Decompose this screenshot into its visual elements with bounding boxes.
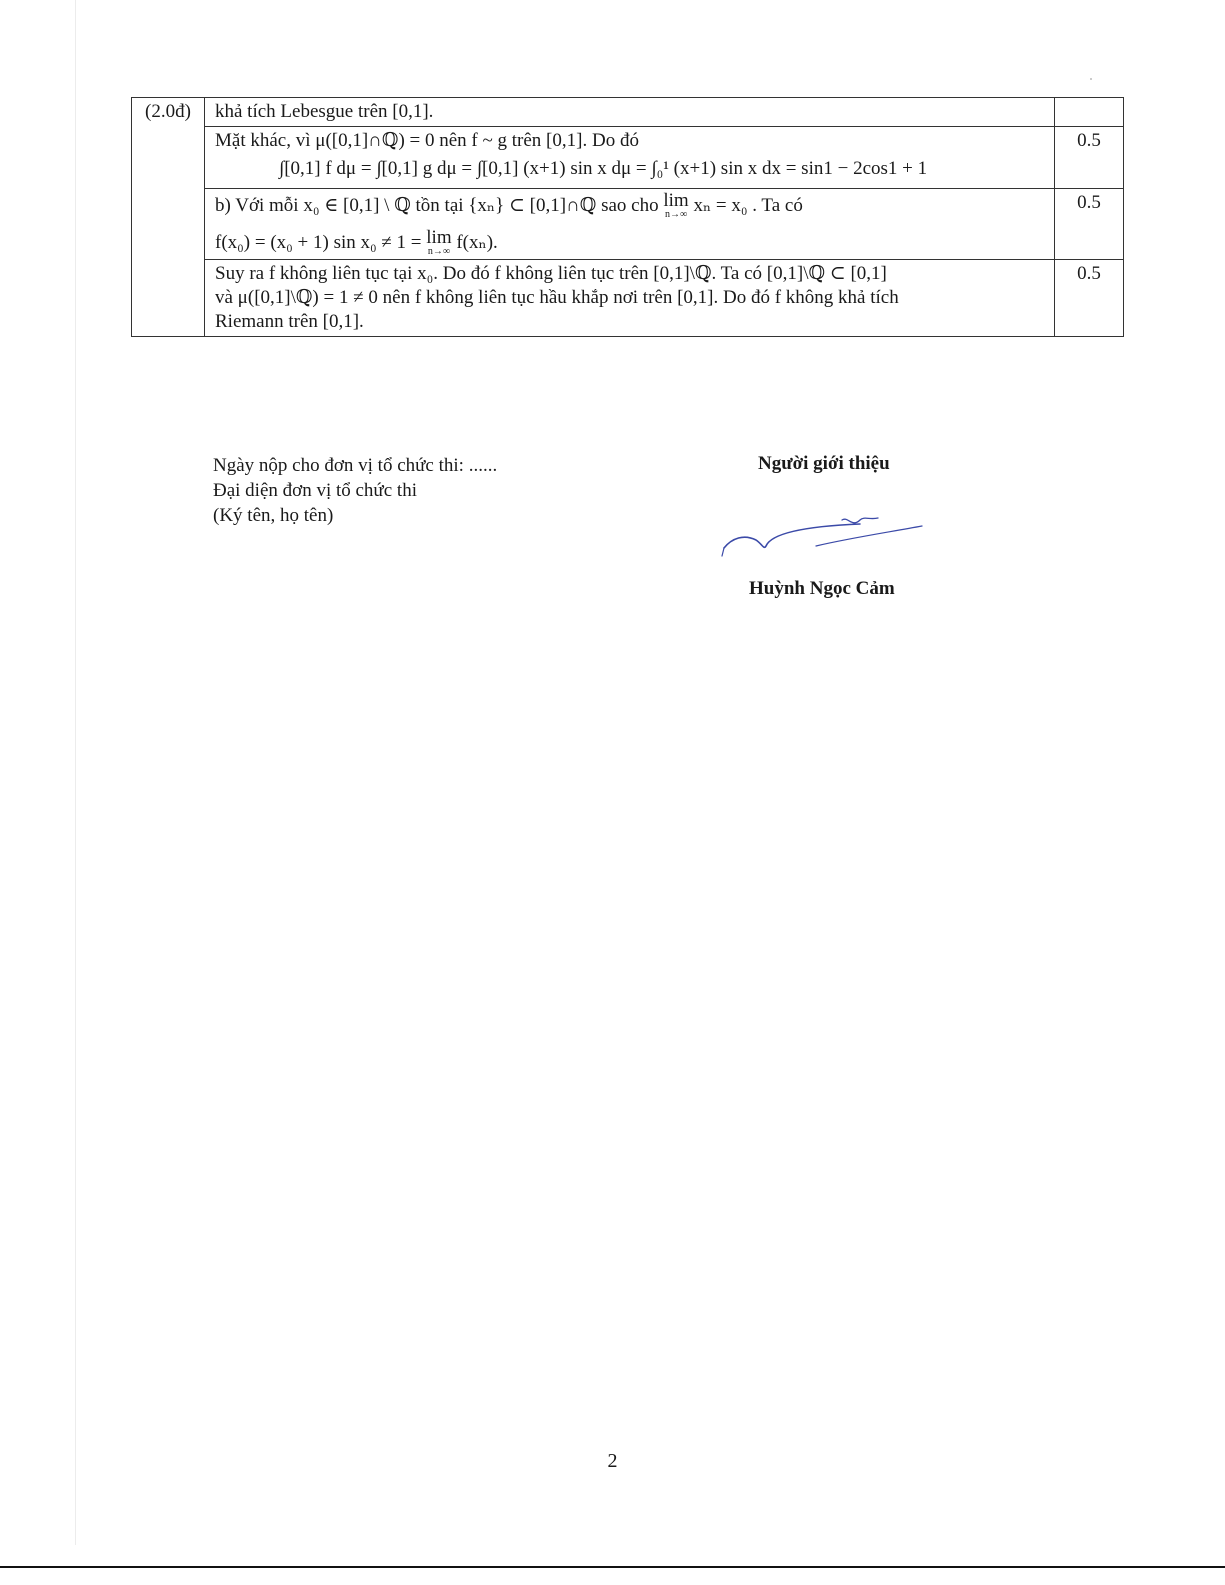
points-cell <box>1055 126 1124 189</box>
answer-text-part: f(x₀) = (x₀ + 1) sin x₀ ≠ 1 = <box>215 232 422 254</box>
answer-text-part: xₙ = x₀ . Ta có <box>693 195 803 217</box>
limit-expression <box>663 191 688 220</box>
scan-edge-bottom <box>0 1566 1225 1568</box>
answer-cell <box>205 260 1055 336</box>
limit-subscript: n→∞ <box>427 246 450 258</box>
points-value: 0.5 <box>1077 129 1101 151</box>
answer-text: khả tích Lebesgue trên [0,1]. <box>215 101 434 122</box>
table-row <box>132 126 1124 189</box>
answer-cell <box>205 189 1055 260</box>
introducer-title: Người giới thiệu <box>758 453 890 474</box>
answer-text: và μ([0,1]\ℚ) = 1 ≠ 0 nên f không liên tục hầu khắp nơi trên [0,1]. Do đó f không khả tích <box>215 287 899 308</box>
question-points: (2.0đ) <box>145 101 191 122</box>
question-points-cell <box>132 98 205 337</box>
limit-operator: lim <box>663 190 689 212</box>
scan-edge-left <box>75 0 76 1545</box>
scan-speck <box>1090 78 1092 80</box>
submission-block <box>213 453 497 528</box>
limit-expression <box>426 228 451 257</box>
answer-cell <box>205 126 1055 189</box>
introducer-name: Huỳnh Ngọc Cảm <box>749 578 895 599</box>
answer-table <box>131 97 1124 337</box>
representative-line: Đại diện đơn vị tổ chức thi <box>213 480 417 501</box>
table-row <box>132 98 1124 127</box>
points-value: 0.5 <box>1077 192 1101 214</box>
limit-operator: lim <box>426 227 452 249</box>
table-row <box>132 189 1124 260</box>
points-cell <box>1055 260 1124 336</box>
sign-note-line: (Ký tên, họ tên) <box>213 505 334 526</box>
integral-formula: ∫[0,1] f dμ = ∫[0,1] g dμ = ∫[0,1] (x+1) sin x dμ = ∫₀¹ (x+1) sin x dx = sin1 − 2cos1 + 1 <box>279 157 928 179</box>
answer-text: Mặt khác, vì μ([0,1]∩ℚ) = 0 nên f ~ g trên [0,1]. Do đó <box>215 129 639 151</box>
answer-text <box>215 220 1044 257</box>
points-value: 0.5 <box>1077 263 1101 285</box>
answer-cell <box>205 98 1055 127</box>
answer-text: Riemann trên [0,1]. <box>215 310 364 332</box>
page-number: 2 <box>607 1450 618 1472</box>
points-cell <box>1055 98 1124 127</box>
answer-text-part: b) Với mỗi x₀ ∈ [0,1] \ ℚ tồn tại {xₙ} ⊂ [0,1]∩ℚ sao cho <box>215 195 659 217</box>
points-cell <box>1055 189 1124 260</box>
answer-text: Suy ra f không liên tục tại x₀. Do đó f không liên tục trên [0,1]\ℚ. Ta có [0,1]\ℚ ⊂ [0,1] <box>215 263 887 285</box>
answer-text-part: f(xₙ). <box>456 232 498 254</box>
submit-date-line: Ngày nộp cho đơn vị tổ chức thi: ...... <box>213 455 498 476</box>
table-row <box>132 260 1124 336</box>
limit-subscript: n→∞ <box>664 209 688 221</box>
answer-text <box>215 191 1044 220</box>
signature-graphic <box>720 510 930 560</box>
